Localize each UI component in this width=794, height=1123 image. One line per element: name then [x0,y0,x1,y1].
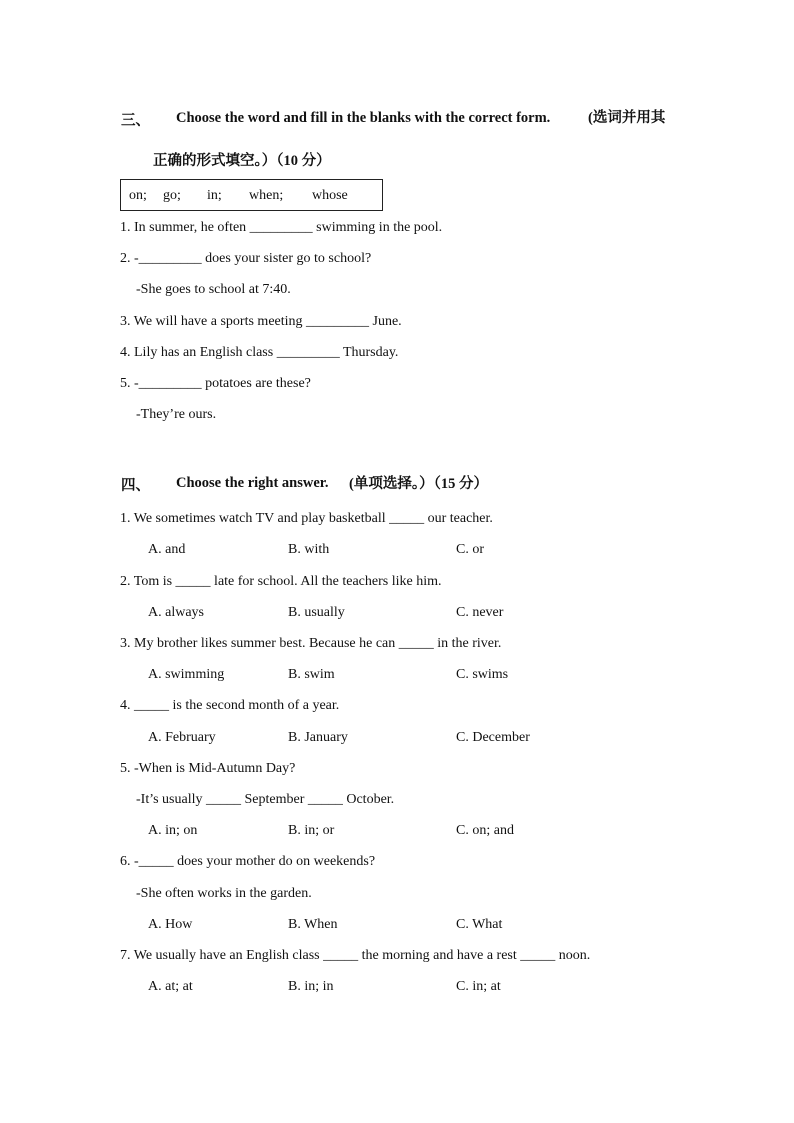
section4-number: 四、 [121,478,150,494]
section3-title-en: Choose the word and fill in the blanks with the correct form. [176,110,551,126]
option-a: A. swimming [148,667,225,682]
option-c: C. never [456,605,504,620]
option-b: B. swim [288,667,335,682]
option-b: B. January [288,730,348,745]
mc-question-7: 7. We usually have an English class _____ the morning and have a rest _____ noon. [120,948,591,963]
option-b: B. in; in [288,979,334,994]
section4-title-cn: (单项选择。）（15 分） [349,476,488,492]
option-a: A. and [148,542,186,557]
option-c: C. December [456,730,530,745]
word-bank-item: in; [207,188,222,203]
section3-title-cn-cont: 正确的形式填空。）（10 分） [153,153,331,169]
word-bank-item: go; [163,188,181,203]
option-c: C. What [456,917,503,932]
word-bank-item: whose [312,188,348,203]
section4-title-en: Choose the right answer. [176,475,329,491]
mc-question-6-line2: -She often works in the garden. [136,886,312,901]
fill-blank-q5-answer: -They’re ours. [136,407,217,422]
word-bank-box [120,179,383,211]
mc-question-4: 4. _____ is the second month of a year. [120,698,340,713]
mc-question-3: 3. My brother likes summer best. Because he can _____ in the river. [120,636,502,651]
option-c: C. or [456,542,484,557]
option-a: A. How [148,917,193,932]
option-b: B. in; or [288,823,335,838]
fill-blank-q3: 3. We will have a sports meeting _________ June. [120,314,402,329]
mc-question-2: 2. Tom is _____ late for school. All the teachers like him. [120,574,442,589]
fill-blank-q2-answer: -She goes to school at 7:40. [136,282,291,297]
option-b: B. usually [288,605,345,620]
mc-question-6: 6. -_____ does your mother do on weekends? [120,854,376,869]
section3-title-cn: (选词并用其 [588,110,666,126]
word-bank-item: when; [249,188,284,203]
word-bank-item: on; [129,188,147,203]
mc-question-1: 1. We sometimes watch TV and play basketball _____ our teacher. [120,511,493,526]
option-a: A. always [148,605,204,620]
option-c: C. swims [456,667,509,682]
fill-blank-q4: 4. Lily has an English class _________ Thursday. [120,345,399,360]
option-a: A. February [148,730,216,745]
option-c: C. on; and [456,823,514,838]
fill-blank-q5: 5. -_________ potatoes are these? [120,376,311,391]
option-c: C. in; at [456,979,501,994]
option-b: B. When [288,917,338,932]
option-b: B. with [288,542,330,557]
section3-number: 三、 [121,113,150,129]
mc-question-5-line2: -It’s usually _____ September _____ October. [136,792,395,807]
option-a: A. in; on [148,823,198,838]
option-a: A. at; at [148,979,193,994]
fill-blank-q1: 1. In summer, he often _________ swimming in the pool. [120,220,443,235]
mc-question-5: 5. -When is Mid-Autumn Day? [120,761,296,776]
fill-blank-q2: 2. -_________ does your sister go to school? [120,251,372,266]
